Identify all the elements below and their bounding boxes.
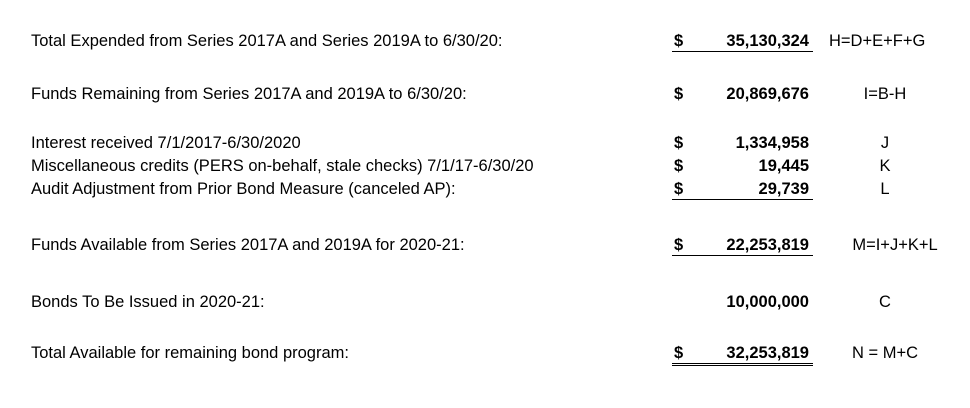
row-description: Funds Remaining from Series 2017A and 2019A to 6/30/20: bbox=[31, 85, 467, 103]
amount-value: 20,869,676 bbox=[726, 85, 809, 103]
dollar-sign: $ bbox=[674, 180, 684, 198]
amount-cell bbox=[672, 179, 813, 200]
amount-value: 10,000,000 bbox=[726, 293, 809, 311]
formula-label: M=I+J+K+L bbox=[852, 236, 938, 254]
amount-value: 29,739 bbox=[758, 180, 809, 198]
row-bonds-to-be-issued bbox=[0, 292, 970, 312]
row-funds-remaining bbox=[0, 84, 970, 104]
dollar-sign: $ bbox=[674, 85, 684, 103]
row-description: Audit Adjustment from Prior Bond Measure (canceled AP): bbox=[31, 180, 456, 198]
formula-label: N = M+C bbox=[851, 344, 919, 362]
amount-value: 35,130,324 bbox=[726, 32, 809, 50]
row-interest-received bbox=[0, 133, 970, 153]
amount-value: 19,445 bbox=[758, 157, 809, 175]
amount-cell bbox=[672, 292, 813, 312]
amount-cell bbox=[672, 84, 813, 104]
amount-cell bbox=[672, 133, 813, 153]
row-funds-available bbox=[0, 235, 970, 255]
formula-label: I=B-H bbox=[863, 85, 907, 103]
formula-label: J bbox=[880, 134, 890, 152]
row-description: Bonds To Be Issued in 2020-21: bbox=[31, 293, 265, 311]
dollar-sign: $ bbox=[674, 344, 684, 362]
row-description: Total Available for remaining bond program: bbox=[31, 344, 349, 362]
amount-cell bbox=[672, 235, 813, 256]
amount-value: 32,253,819 bbox=[726, 344, 809, 362]
row-description: Miscellaneous credits (PERS on-behalf, stale checks) 7/1/17-6/30/20 bbox=[31, 157, 534, 175]
amount-value: 22,253,819 bbox=[726, 236, 809, 254]
formula-label: H=D+E+F+G bbox=[829, 32, 926, 50]
row-total-available bbox=[0, 343, 970, 363]
dollar-sign: $ bbox=[674, 236, 684, 254]
row-description: Funds Available from Series 2017A and 2019A for 2020-21: bbox=[31, 236, 465, 254]
amount-value: 1,334,958 bbox=[735, 134, 809, 152]
row-description: Total Expended from Series 2017A and Series 2019A to 6/30/20: bbox=[31, 32, 503, 50]
formula-label: K bbox=[879, 157, 891, 175]
row-total-expended bbox=[0, 31, 970, 51]
row-description: Interest received 7/1/2017-6/30/2020 bbox=[31, 134, 301, 152]
dollar-sign: $ bbox=[674, 157, 684, 175]
amount-cell bbox=[672, 31, 813, 52]
row-misc-credits bbox=[0, 156, 970, 176]
row-audit-adjustment bbox=[0, 179, 970, 199]
formula-label: L bbox=[880, 180, 890, 198]
dollar-sign: $ bbox=[674, 134, 684, 152]
formula-label: C bbox=[879, 293, 891, 311]
amount-cell bbox=[672, 156, 813, 176]
dollar-sign: $ bbox=[674, 32, 684, 50]
amount-cell bbox=[672, 343, 813, 366]
